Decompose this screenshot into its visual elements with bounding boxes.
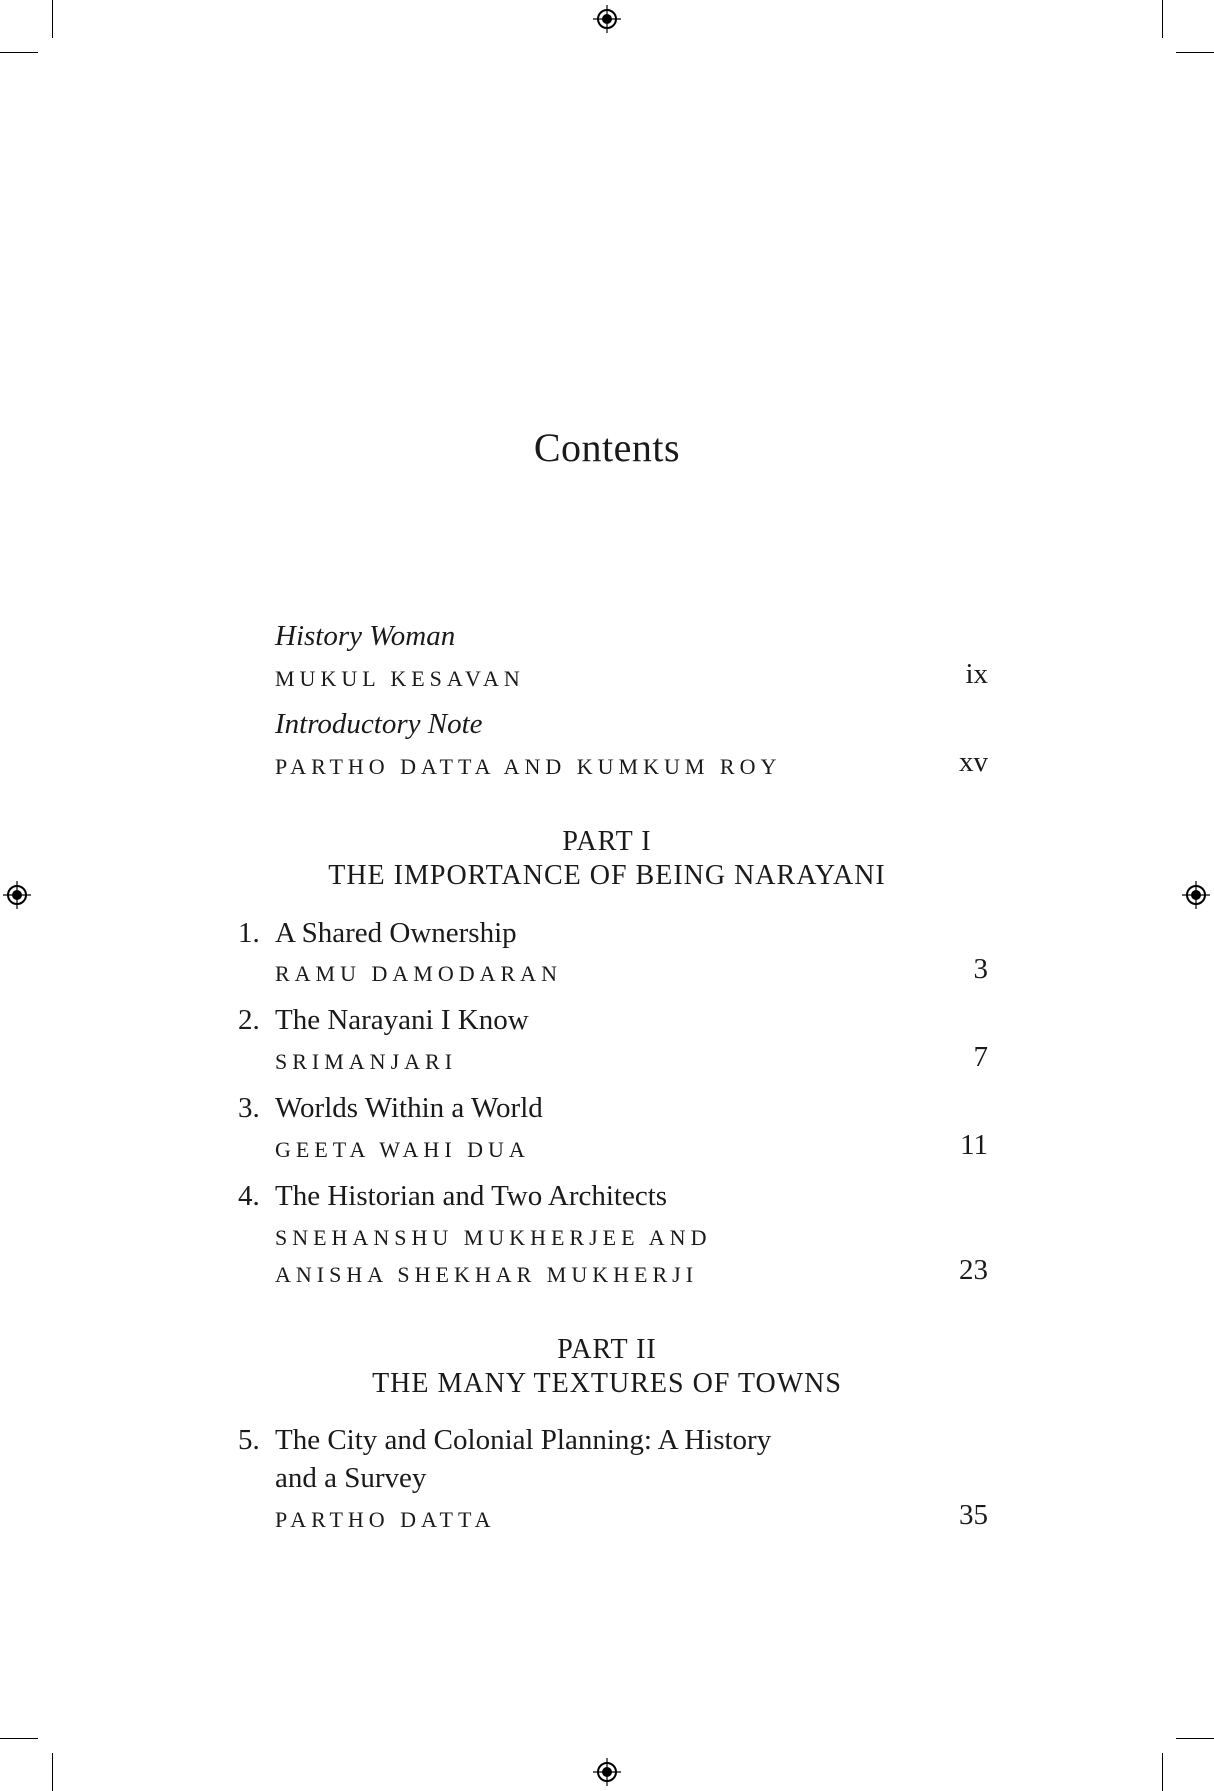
crop-mark bbox=[1162, 1753, 1163, 1791]
chapter-title: The Historian and Two Architects bbox=[275, 1180, 668, 1212]
registration-mark-icon bbox=[593, 5, 621, 33]
part-name: THE MANY TEXTURES OF TOWNS bbox=[372, 1368, 842, 1399]
chapter-number: 3. bbox=[238, 1092, 260, 1124]
chapter-author: RAMU DAMODARAN bbox=[275, 961, 562, 986]
page-number: 7 bbox=[973, 1041, 988, 1073]
entry-title: History Woman bbox=[275, 620, 456, 652]
chapter-author: SNEHANSHU MUKHERJEE AND bbox=[275, 1225, 712, 1250]
page-number: xv bbox=[959, 746, 988, 778]
crop-mark bbox=[1176, 52, 1214, 53]
chapter-author: SRIMANJARI bbox=[275, 1049, 458, 1074]
crop-mark bbox=[0, 1738, 38, 1739]
chapter-number: 1. bbox=[238, 917, 260, 949]
chapter-author: ANISHA SHEKHAR MUKHERJI bbox=[275, 1262, 699, 1287]
chapter-number: 2. bbox=[238, 1004, 260, 1036]
chapter-title-continued: and a Survey bbox=[275, 1462, 427, 1494]
page-number: 35 bbox=[959, 1499, 988, 1531]
chapter-title: Worlds Within a World bbox=[275, 1092, 543, 1124]
chapter-number: 5. bbox=[238, 1424, 260, 1456]
crop-mark bbox=[52, 0, 53, 38]
part-label: PART II bbox=[557, 1334, 657, 1365]
chapter-author: PARTHO DATTA bbox=[275, 1507, 496, 1532]
part-name: THE IMPORTANCE OF BEING NARAYANI bbox=[328, 860, 886, 891]
part-label: PART I bbox=[562, 826, 652, 857]
chapter-number: 4. bbox=[238, 1180, 260, 1212]
crop-mark bbox=[0, 52, 38, 53]
entry-title: Introductory Note bbox=[275, 708, 483, 740]
crop-mark bbox=[1162, 0, 1163, 38]
registration-mark-icon bbox=[593, 1758, 621, 1786]
entry-author: PARTHO DATTA AND KUMKUM ROY bbox=[275, 754, 782, 779]
page-number: 3 bbox=[973, 953, 988, 985]
page-title: Contents bbox=[533, 425, 681, 470]
crop-mark bbox=[52, 1753, 53, 1791]
chapter-title: A Shared Ownership bbox=[275, 917, 517, 949]
chapter-title: The City and Colonial Planning: A History bbox=[275, 1424, 772, 1456]
page-number: 23 bbox=[959, 1254, 988, 1286]
page-number: ix bbox=[965, 658, 988, 690]
page-number: 11 bbox=[960, 1129, 988, 1161]
chapter-author: GEETA WAHI DUA bbox=[275, 1137, 530, 1162]
entry-author: MUKUL KESAVAN bbox=[275, 666, 525, 691]
crop-mark bbox=[1176, 1738, 1214, 1739]
chapter-title: The Narayani I Know bbox=[275, 1004, 529, 1036]
